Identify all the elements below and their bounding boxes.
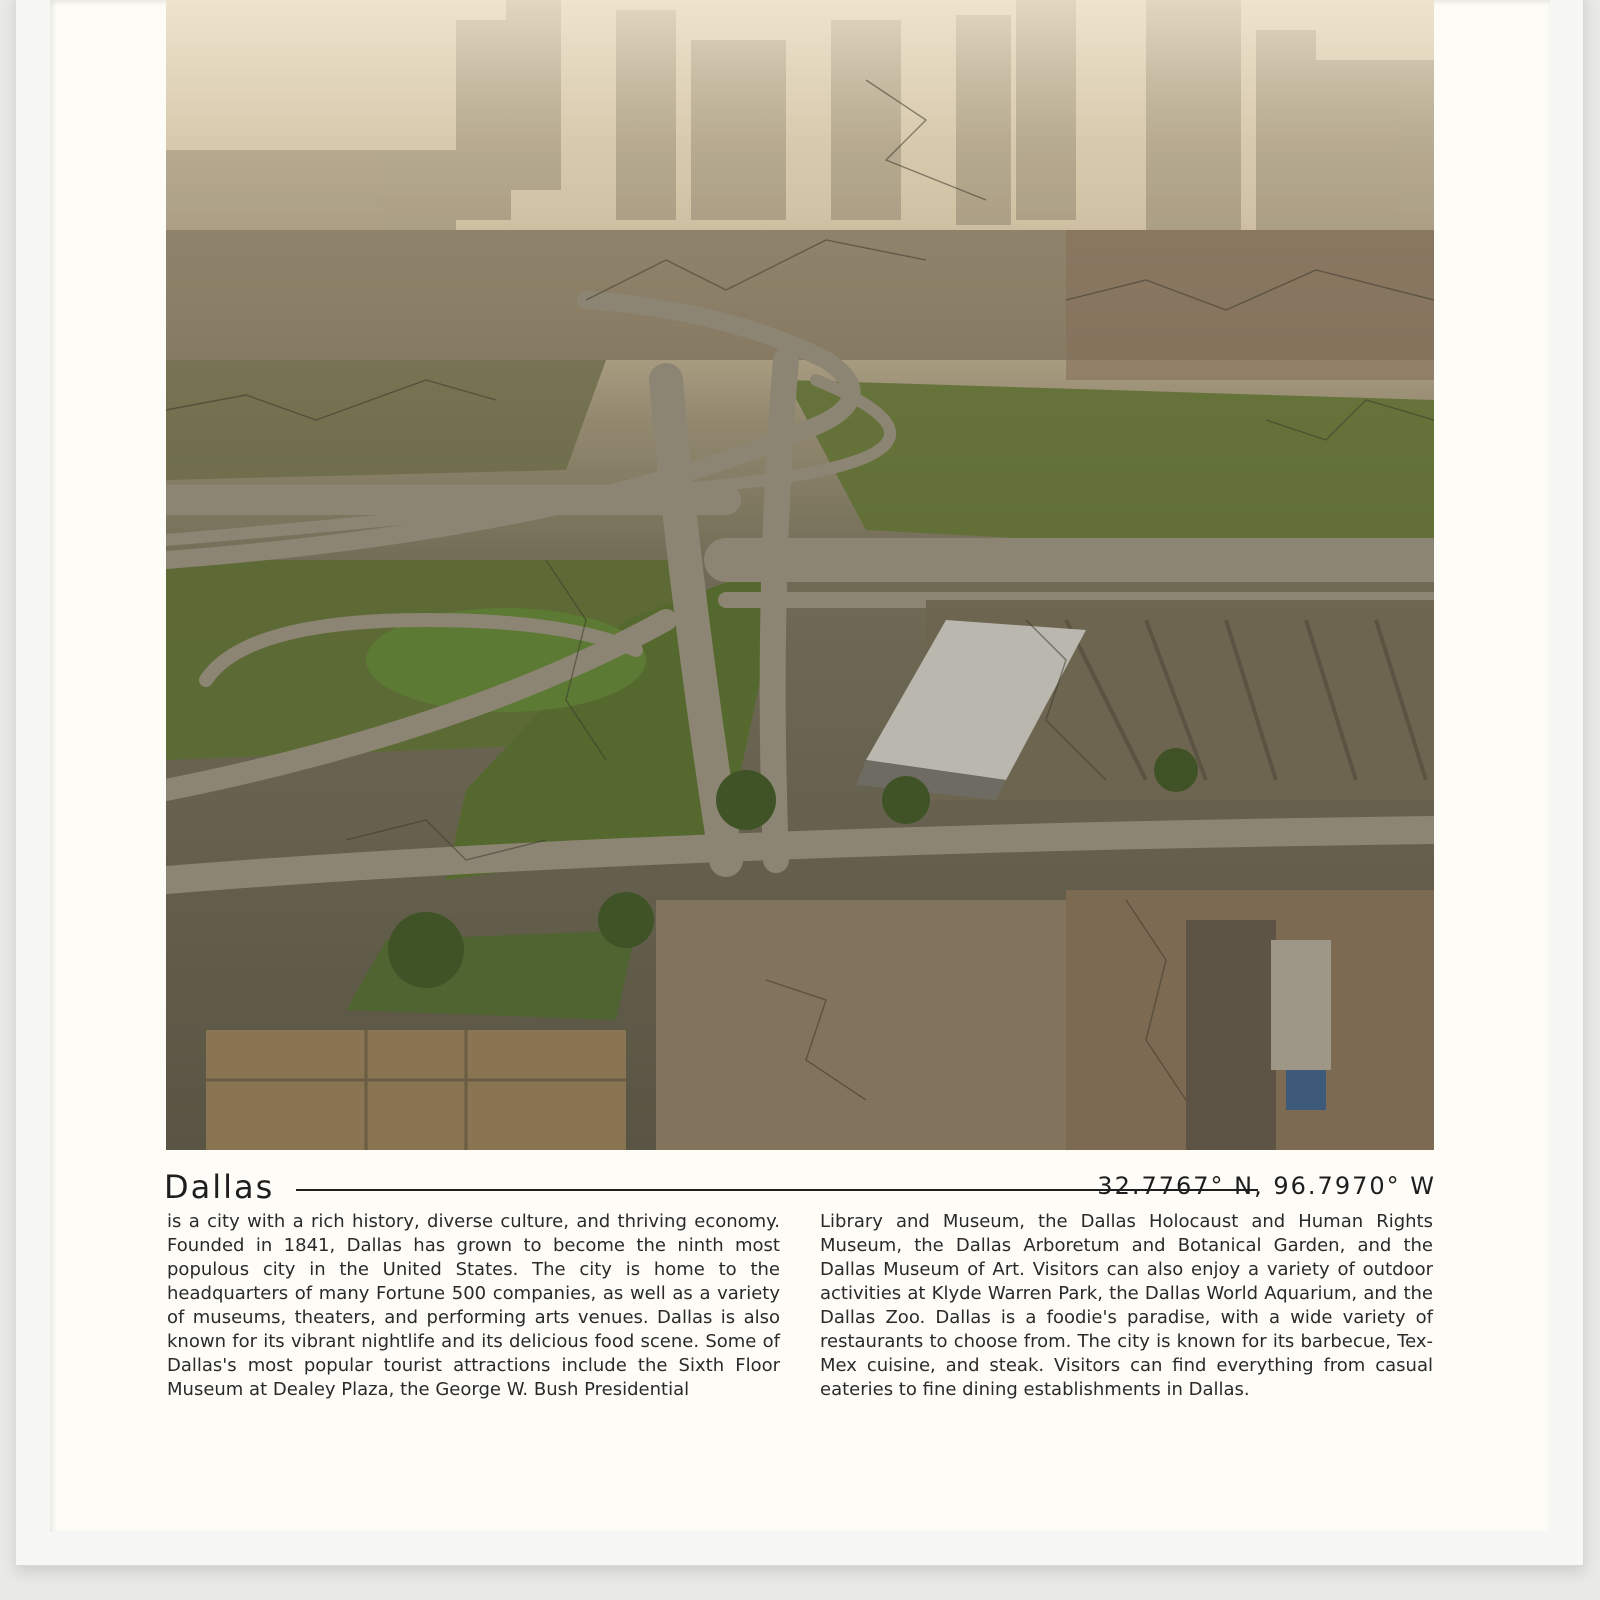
description-right: Library and Museum, the Dallas Holocaust and Human Rights Museum, the Dallas Arboretum and Botanical Garden, and the Dallas Museum of Art. Visitors can also enjoy a variety of outdoor activities at Klyde Warren Park, the Dallas World Aquarium, and the Dallas Zoo. Dallas is a foodie's paradise, with a wide variety of restaurants to choose from. The city is known for its barbecue, Tex-Mex cuisine, and steak. Visitors can find everything from casual eateries to fine dining establishments in Dallas. (820, 1211, 1433, 1400)
coordinates: 32.7767° N, 96.7970° W (1097, 1172, 1436, 1200)
city-name: Dallas (164, 1168, 275, 1206)
painting-svg (166, 0, 1434, 1150)
description-left: is a city with a rich history, diverse culture, and thriving economy. Founded in 1841, Dallas has grown to become the ninth most populous city in the United States. The city is home to the headquarters of many Fortune 500 companies, as well as a variety of museums, theaters, and performing arts venues. Dallas is also known for its vibrant nightlife and its delicious food scene. Some of Dallas's most popular tourist attractions include the Sixth Floor Museum at Dealey Plaza, the George W. Bush Presidential (167, 1211, 780, 1400)
title-row (164, 1168, 1436, 1210)
dallas-aerial-painting (166, 0, 1434, 1150)
